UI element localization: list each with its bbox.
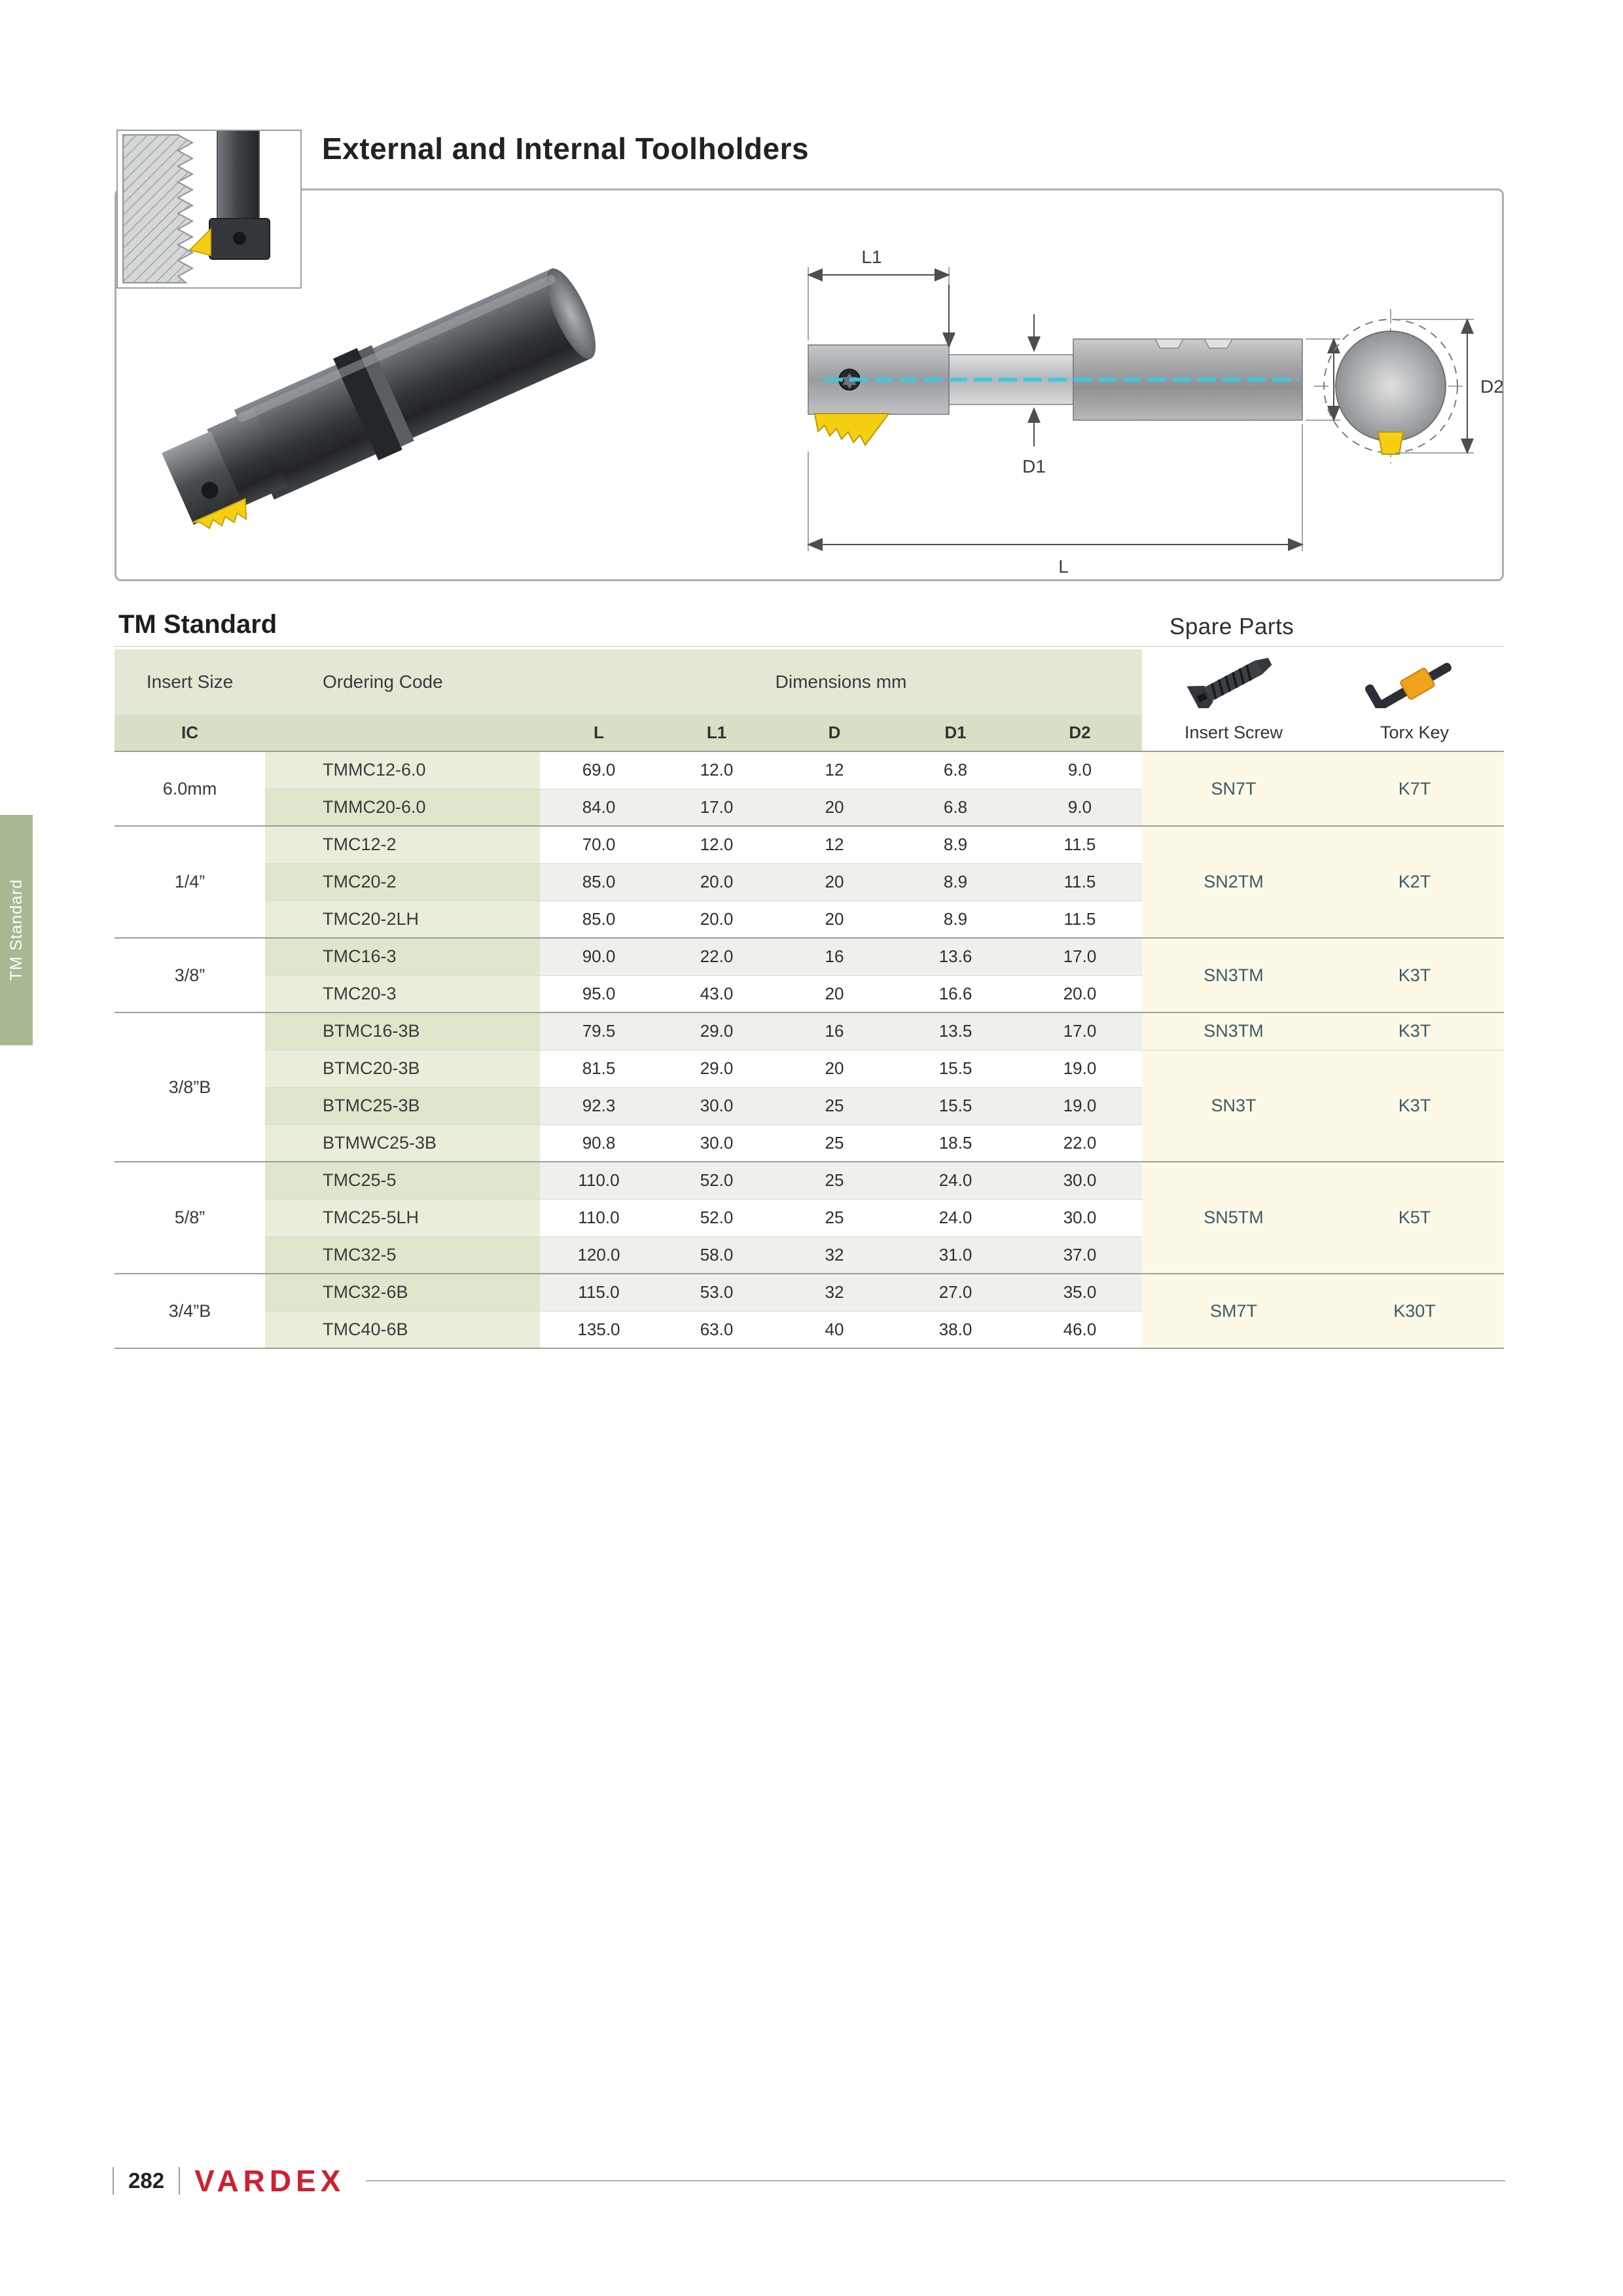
dim-l1-cell: 22.0: [658, 938, 776, 975]
torx-key-cell: K3T: [1325, 938, 1504, 1013]
dim-d2-cell: 22.0: [1018, 1124, 1142, 1162]
ordering-code-cell: TMMC12-6.0: [265, 751, 540, 789]
dim-d1-cell: 15.5: [893, 1050, 1018, 1087]
screw-icon: [1171, 653, 1296, 708]
insert-size-cell: 5/8”: [115, 1162, 265, 1274]
dim-d2-cell: 19.0: [1018, 1087, 1142, 1124]
dim-d-cell: 20: [776, 1050, 893, 1087]
col-header-d2: D2: [1018, 715, 1142, 751]
spec-table: [115, 649, 1504, 1349]
dim-d2-cell: 46.0: [1018, 1311, 1142, 1348]
col-header-d: D: [776, 715, 893, 751]
dim-l1-cell: 20.0: [658, 901, 776, 938]
brand-logo: VARDEX: [194, 2164, 346, 2198]
sidebar-tab-label: TM Standard: [7, 879, 26, 981]
dim-d-cell: 16: [776, 938, 893, 975]
col-header-empty: [265, 715, 540, 751]
col-header-ic: IC: [115, 715, 265, 751]
ordering-code-cell: TMC20-3: [265, 975, 540, 1013]
dim-l1-cell: 30.0: [658, 1124, 776, 1162]
dim-d2-cell: 37.0: [1018, 1236, 1142, 1274]
dim-d-cell: 20: [776, 975, 893, 1013]
dim-l-cell: 90.8: [540, 1124, 658, 1162]
ordering-code-cell: BTMC25-3B: [265, 1087, 540, 1124]
table-row: [115, 938, 1504, 975]
footer-divider: [179, 2167, 180, 2195]
torx-key-cell: K5T: [1325, 1162, 1504, 1274]
dim-l1-cell: 52.0: [658, 1199, 776, 1236]
dim-d-cell: 25: [776, 1162, 893, 1199]
ordering-code-cell: TMC25-5LH: [265, 1199, 540, 1236]
serrated-insert: [815, 414, 889, 445]
insert-screw-cell: SN3TM: [1142, 1013, 1325, 1050]
dim-l-cell: 69.0: [540, 751, 658, 789]
dim-d-cell: 25: [776, 1199, 893, 1236]
tool-shank: [217, 131, 259, 224]
torx-key-cell: K3T: [1325, 1050, 1504, 1162]
dim-d2-cell: 20.0: [1018, 975, 1142, 1013]
page-footer: [113, 2161, 1505, 2200]
ordering-code-cell: TMMC20-6.0: [265, 789, 540, 826]
dim-label-l: L: [1058, 556, 1069, 577]
dim-d-cell: 20: [776, 863, 893, 901]
table-row: [115, 1013, 1504, 1050]
end-view-insert: [1378, 432, 1403, 454]
dim-d1-cell: 13.6: [893, 938, 1018, 975]
dim-l-cell: 90.0: [540, 938, 658, 975]
ordering-code-cell: TMC32-6B: [265, 1274, 540, 1311]
col-header-ordering-code: Ordering Code: [265, 649, 540, 715]
dim-d1-cell: 24.0: [893, 1199, 1018, 1236]
clamp-notch: [1204, 339, 1232, 348]
dim-d1-cell: 8.9: [893, 901, 1018, 938]
dim-d1-cell: 15.5: [893, 1087, 1018, 1124]
dim-l-cell: 110.0: [540, 1199, 658, 1236]
dim-d2-cell: 11.5: [1018, 901, 1142, 938]
ordering-code-cell: TMC25-5: [265, 1162, 540, 1199]
thread-cutting-thumbnail: [116, 130, 302, 289]
insert-screw: [233, 232, 246, 245]
dim-l1-cell: 12.0: [658, 826, 776, 863]
dim-d1-cell: 27.0: [893, 1274, 1018, 1311]
dim-d-cell: 32: [776, 1274, 893, 1311]
dim-d-cell: 25: [776, 1124, 893, 1162]
dim-label-d1: D1: [1022, 456, 1046, 476]
insert: [190, 229, 211, 255]
insert-screw-cell: SN7T: [1142, 751, 1325, 826]
insert-size-cell: 1/4”: [115, 826, 265, 938]
dim-l1-cell: 58.0: [658, 1236, 776, 1274]
shank-cylinder: [234, 269, 591, 500]
dim-d1-cell: 38.0: [893, 1311, 1018, 1348]
clamp-notch: [1155, 339, 1183, 348]
ordering-code-cell: BTMC16-3B: [265, 1013, 540, 1050]
dimension-drawing: [779, 216, 1525, 583]
table-row: [115, 1050, 1504, 1087]
dim-d1-cell: 16.6: [893, 975, 1018, 1013]
insert-screw-icon-cell: [1142, 649, 1325, 715]
table-row: [115, 1162, 1504, 1199]
dim-d-cell: 16: [776, 1013, 893, 1050]
dim-l1-cell: 29.0: [658, 1050, 776, 1087]
end-view-body: [1336, 331, 1446, 441]
insert-screw-cell: SN5TM: [1142, 1162, 1325, 1274]
ordering-code-cell: TMC32-5: [265, 1236, 540, 1274]
ordering-code-cell: TMC40-6B: [265, 1311, 540, 1348]
dim-l-cell: 85.0: [540, 863, 658, 901]
insert-screw-cell: SN3TM: [1142, 938, 1325, 1013]
dim-l-cell: 92.3: [540, 1087, 658, 1124]
insert-size-cell: 3/8”B: [115, 1013, 265, 1162]
torx-key-icon-cell: [1325, 649, 1504, 715]
ordering-code-cell: TMC20-2LH: [265, 901, 540, 938]
sidebar-tab-tm-standard: [0, 815, 33, 1045]
dim-l-cell: 115.0: [540, 1274, 658, 1311]
dim-d-cell: 32: [776, 1236, 893, 1274]
dim-d1-cell: 31.0: [893, 1236, 1018, 1274]
col-header-torx-key: Torx Key: [1325, 715, 1504, 751]
dim-d2-cell: 17.0: [1018, 938, 1142, 975]
spare-parts-title: Spare Parts: [1169, 614, 1294, 639]
dim-d-cell: 12: [776, 826, 893, 863]
dim-l1-cell: 52.0: [658, 1162, 776, 1199]
torx-key-cell: K2T: [1325, 826, 1504, 938]
dim-l1-cell: 53.0: [658, 1274, 776, 1311]
section-heading-row: [115, 605, 1504, 647]
dim-d2-cell: 11.5: [1018, 826, 1142, 863]
dim-d2-cell: 30.0: [1018, 1199, 1142, 1236]
ordering-code-cell: TMC12-2: [265, 826, 540, 863]
dim-d1-cell: 24.0: [893, 1162, 1018, 1199]
insert-size-cell: 6.0mm: [115, 751, 265, 826]
dim-d1-cell: 8.9: [893, 863, 1018, 901]
dim-label-l1: L1: [861, 247, 882, 267]
ordering-code-cell: TMC16-3: [265, 938, 540, 975]
page-title: External and Internal Toolholders: [322, 132, 810, 166]
dim-l-cell: 85.0: [540, 901, 658, 938]
footer-rule: [366, 2180, 1505, 2181]
dim-d-cell: 40: [776, 1311, 893, 1348]
dim-l-cell: 81.5: [540, 1050, 658, 1087]
dim-d1-cell: 18.5: [893, 1124, 1018, 1162]
col-header-dimensions: Dimensions mm: [540, 649, 1142, 715]
dim-l1-cell: 29.0: [658, 1013, 776, 1050]
dim-l-cell: 84.0: [540, 789, 658, 826]
dim-l1-cell: 20.0: [658, 863, 776, 901]
dim-d2-cell: 19.0: [1018, 1050, 1142, 1087]
dim-d1-cell: 6.8: [893, 789, 1018, 826]
dim-d2-cell: 9.0: [1018, 751, 1142, 789]
table-header-row-2: [115, 715, 1504, 751]
dim-l1-cell: 12.0: [658, 751, 776, 789]
dim-l-cell: 135.0: [540, 1311, 658, 1348]
table-header-row-1: [115, 649, 1504, 715]
footer-divider: [113, 2167, 114, 2195]
dim-l-cell: 79.5: [540, 1013, 658, 1050]
dim-d1-cell: 13.5: [893, 1013, 1018, 1050]
insert-size-cell: 3/8”: [115, 938, 265, 1013]
dim-d-cell: 20: [776, 789, 893, 826]
dim-label-d2: D2: [1480, 376, 1504, 397]
torx-key-cell: K7T: [1325, 751, 1504, 826]
dim-l-cell: 70.0: [540, 826, 658, 863]
col-header-l: L: [540, 715, 658, 751]
dim-l1-cell: 30.0: [658, 1087, 776, 1124]
insert-screw-cell: SN3T: [1142, 1050, 1325, 1162]
dim-d2-cell: 30.0: [1018, 1162, 1142, 1199]
dim-l-cell: 110.0: [540, 1162, 658, 1199]
insert-size-cell: 3/4”B: [115, 1274, 265, 1348]
ordering-code-cell: BTMWC25-3B: [265, 1124, 540, 1162]
torx-key-cell: K30T: [1325, 1274, 1504, 1348]
section-title: TM Standard: [118, 610, 277, 639]
col-header-insert-size: Insert Size: [115, 649, 265, 715]
dim-d2-cell: 17.0: [1018, 1013, 1142, 1050]
torx-key-icon: [1353, 653, 1477, 708]
dim-d1-cell: 6.8: [893, 751, 1018, 789]
dim-l1-cell: 43.0: [658, 975, 776, 1013]
insert-screw-cell: SM7T: [1142, 1274, 1325, 1348]
col-header-insert-screw: Insert Screw: [1142, 715, 1325, 751]
table-row: [115, 751, 1504, 789]
dim-d-cell: 20: [776, 901, 893, 938]
dim-d-cell: 12: [776, 751, 893, 789]
table-row: [115, 1274, 1504, 1311]
dim-d2-cell: 35.0: [1018, 1274, 1142, 1311]
dim-l-cell: 95.0: [540, 975, 658, 1013]
thread-section-illustration: [118, 131, 300, 287]
page-number: 282: [128, 2168, 165, 2193]
dim-l1-cell: 63.0: [658, 1311, 776, 1348]
torx-key-cell: K3T: [1325, 1013, 1504, 1050]
dim-d2-cell: 9.0: [1018, 789, 1142, 826]
ordering-code-cell: BTMC20-3B: [265, 1050, 540, 1087]
col-header-l1: L1: [658, 715, 776, 751]
table-row: [115, 826, 1504, 863]
ordering-code-cell: TMC20-2: [265, 863, 540, 901]
insert-screw-cell: SN2TM: [1142, 826, 1325, 938]
dim-l-cell: 120.0: [540, 1236, 658, 1274]
dim-d-cell: 25: [776, 1087, 893, 1124]
col-header-d1: D1: [893, 715, 1018, 751]
dim-d2-cell: 11.5: [1018, 863, 1142, 901]
dim-d1-cell: 8.9: [893, 826, 1018, 863]
dim-l1-cell: 17.0: [658, 789, 776, 826]
